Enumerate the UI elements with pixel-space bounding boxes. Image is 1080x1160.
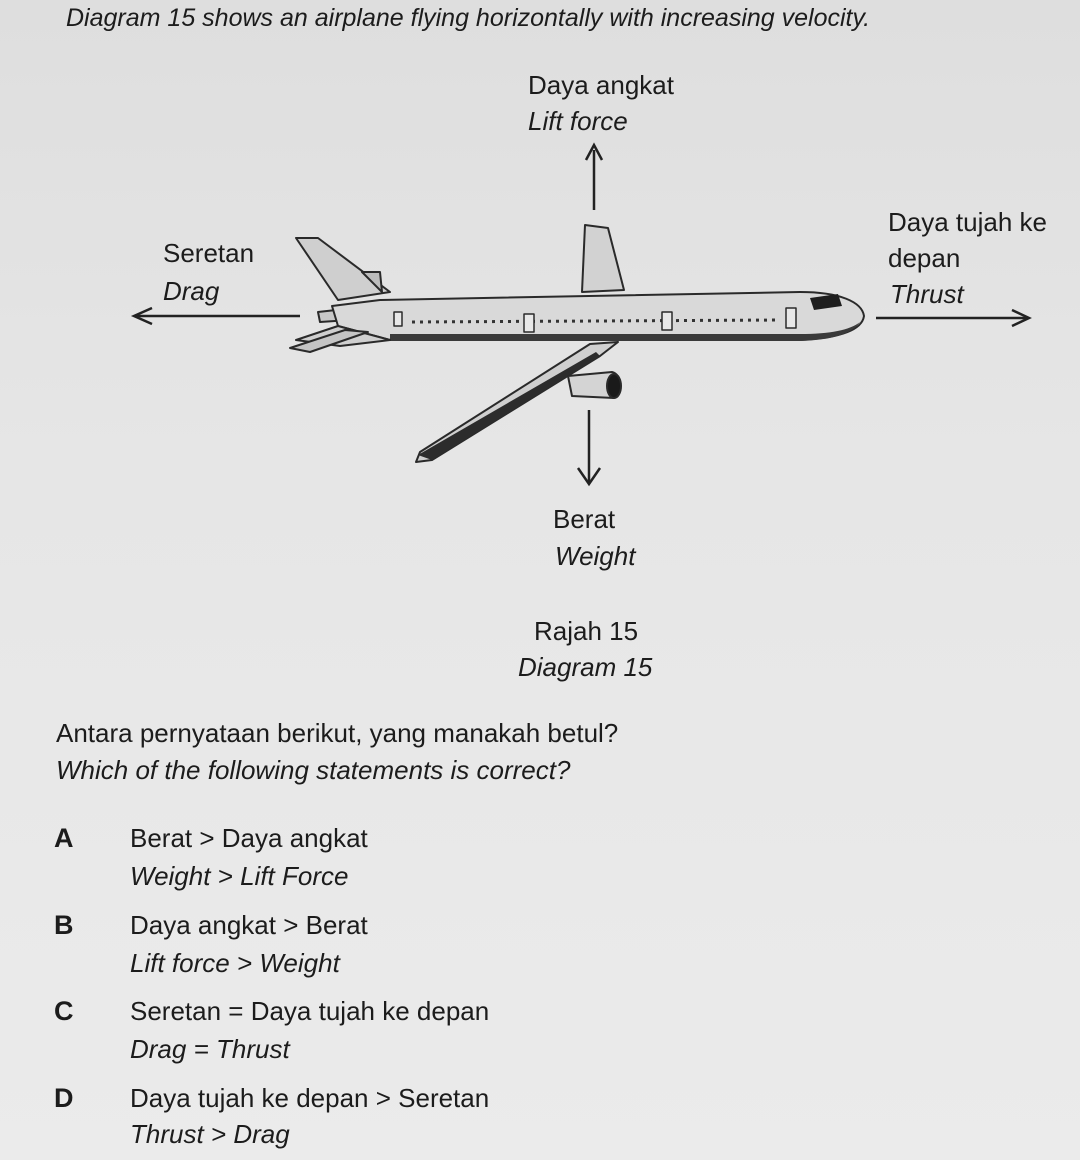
option-b-en[interactable]: Lift force > Weight (130, 948, 340, 978)
drag-label-en: Drag (163, 276, 220, 306)
thrust-label-en: Thrust (890, 279, 964, 309)
lift-label-ms: Daya angkat (528, 70, 674, 100)
option-c-letter[interactable]: C (54, 996, 74, 1026)
drag-label-ms: Seretan (163, 238, 255, 268)
option-c-en[interactable]: Drag = Thrust (130, 1034, 290, 1064)
diagram-caption-en: Diagram 15 (518, 652, 653, 682)
question-ms: Antara pernyataan berikut, yang manakah betul? (56, 718, 619, 748)
arrow-left-icon (134, 308, 300, 324)
diagram-caption-ms: Rajah 15 (534, 616, 639, 646)
option-a-en[interactable]: Weight > Lift Force (130, 861, 349, 891)
option-b-ms[interactable]: Daya angkat > Berat (130, 910, 368, 940)
arrow-down-icon (578, 410, 600, 484)
thrust-label-ms-line2: depan (888, 243, 961, 273)
weight-label-en: Weight (555, 541, 636, 571)
question-en: Which of the following statements is correct? (56, 755, 571, 785)
arrow-right-icon (876, 310, 1029, 326)
arrow-up-icon (586, 145, 602, 210)
lift-label-en: Lift force (528, 106, 628, 136)
option-a-ms[interactable]: Berat > Daya angkat (130, 823, 368, 853)
airplane-icon (290, 225, 864, 462)
option-a-letter[interactable]: A (54, 823, 74, 853)
option-b-letter[interactable]: B (54, 910, 74, 940)
weight-label-ms: Berat (553, 504, 616, 534)
thrust-label-ms-line1: Daya tujah ke (888, 207, 1047, 237)
intro-text: Diagram 15 shows an airplane flying horizontally with increasing velocity. (66, 4, 871, 32)
option-d-letter[interactable]: D (54, 1083, 74, 1113)
option-d-ms[interactable]: Daya tujah ke depan > Seretan (130, 1083, 490, 1113)
option-d-en[interactable]: Thrust > Drag (130, 1119, 290, 1149)
option-c-ms[interactable]: Seretan = Daya tujah ke depan (130, 996, 490, 1026)
